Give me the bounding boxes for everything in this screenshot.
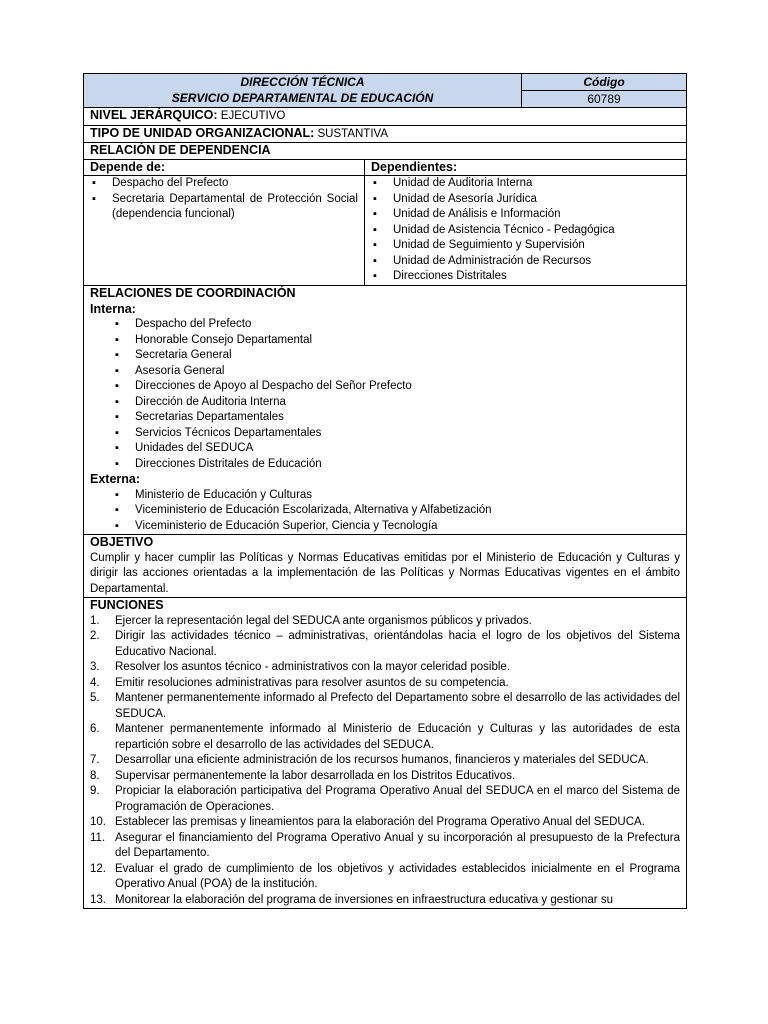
item-text: Mantener permanentemente informado al Ministerio de Educación y Culturas y las autoridades de esta repartición sobre el desarrollo de las actividades del SEDUCA. <box>115 723 681 751</box>
unit-title-cell <box>84 74 522 108</box>
list-item: ▪ Despacho del Prefecto <box>90 317 680 333</box>
list-item: ▪ Unidades del SEDUCA <box>90 441 680 457</box>
list-item: ▪ Secretarias Departamentales <box>90 410 680 426</box>
coordinacion-row <box>84 286 687 535</box>
dependientes-list <box>371 176 680 285</box>
list-item: ▪ Unidad de Seguimiento y Supervisión <box>371 238 680 254</box>
list-item: ▪ Servicios Técnicos Departamentales <box>90 426 680 442</box>
item-number: 1. <box>90 614 100 627</box>
depende-list <box>90 176 358 223</box>
header-row <box>84 74 687 108</box>
coordinacion-cell <box>84 286 687 535</box>
item-text: Ejercer la representación legal del SEDUCA ante organismos públicos y privados. <box>115 614 532 627</box>
item-text: Emitir resoluciones administrativas para resolver asuntos de su competencia. <box>115 676 509 689</box>
list-item <box>90 753 680 769</box>
code-value: 60789 <box>522 90 686 107</box>
list-item: ▪ Asesoría General <box>90 364 680 380</box>
item-text: Desarrollar una eficiente administración de los recursos humanos, financieros y materiales del SEDUCA. <box>115 754 649 766</box>
item-number: 13. <box>90 893 106 906</box>
list-item <box>90 784 680 815</box>
funciones-cell <box>84 598 687 909</box>
nivel-label: NIVEL JERÁRQUICO: <box>90 108 218 122</box>
list-item <box>90 769 680 785</box>
funciones-row <box>84 598 687 909</box>
item-text: Establecer las premisas y lineamientos para la elaboración del Programa Operativo Anual del SEDUCA. <box>115 816 645 828</box>
dependencia-title-row <box>84 143 687 160</box>
list-item <box>90 629 680 660</box>
externa-label: Externa: <box>90 472 141 486</box>
list-item: ▪ Viceministerio de Educación Superior, Ciencia y Tecnología <box>90 519 680 535</box>
nivel-row <box>84 108 687 126</box>
item-text: Evaluar el grado de cumplimiento de los objetivos y actividades establecidos inicialmente en el Programa Operativo Anual (POA) de la institución. <box>115 862 681 890</box>
funciones-title: FUNCIONES <box>90 598 164 612</box>
item-number: 3. <box>90 661 100 673</box>
item-text: Propiciar la elaboración participativa del Programa Operativo Anual del SEDUCA en el marco del Sistema de Programación de Operaciones. <box>115 785 681 813</box>
item-number: 8. <box>90 769 100 782</box>
item-number: 7. <box>90 754 100 766</box>
list-item <box>90 676 680 692</box>
list-item: ▪ Secretaria General <box>90 348 680 364</box>
list-item: ▪ Despacho del Prefecto <box>90 176 358 192</box>
externa-list <box>90 488 680 535</box>
list-item: ▪ Secretaria Departamental de Protección Social (dependencia funcional) <box>90 192 358 223</box>
item-number: 10. <box>90 816 106 828</box>
list-item <box>90 614 680 630</box>
list-item: ▪ Direcciones Distritales <box>371 269 680 285</box>
list-item: ▪ Unidad de Auditoria Interna <box>371 176 680 192</box>
list-item <box>90 862 680 893</box>
code-label: Código <box>583 75 625 89</box>
list-item: ▪ Unidad de Asesoría Jurídica <box>371 192 680 208</box>
item-text: Monitorear la elaboración del programa de inversiones en infraestructura educativa y gestionar su <box>115 893 613 906</box>
item-text: Supervisar permanentemente la labor desarrollada en los Distritos Educativos. <box>115 769 516 782</box>
dependencia-labels-row <box>84 159 687 176</box>
list-item <box>90 831 680 862</box>
unit-title: DIRECCIÓN TÉCNICA <box>240 75 365 89</box>
item-number: 5. <box>90 692 100 704</box>
list-item: ▪ Ministerio de Educación y Culturas <box>90 488 680 504</box>
depende-label: Depende de: <box>84 159 365 176</box>
list-item: ▪ Direcciones Distritales de Educación <box>90 457 680 473</box>
list-item: ▪ Unidad de Asistencia Técnico - Pedagógica <box>371 223 680 239</box>
dependencia-title: RELACIÓN DE DEPENDENCIA <box>84 143 687 160</box>
list-item: ▪ Viceministerio de Educación Escolarizada, Alternativa y Alfabetización <box>90 503 680 519</box>
dependientes-cell <box>365 176 687 286</box>
unit-subtitle: SERVICIO DEPARTAMENTAL DE EDUCACIÓN <box>171 91 434 105</box>
list-item <box>90 722 680 753</box>
list-item <box>90 893 680 909</box>
list-item: ▪ Unidad de Administración de Recursos <box>371 254 680 270</box>
coordinacion-title: RELACIONES DE COORDINACIÓN <box>90 286 296 300</box>
depende-cell <box>84 176 365 286</box>
objetivo-text: Cumplir y hacer cumplir las Políticas y Normas Educativas emitidas por el Ministerio de Educación y Culturas y dirigir las acciones orientadas a la implementación de las Políticas y Normas Educativas vigentes en el ámbito Departamental. <box>90 551 681 595</box>
objetivo-cell <box>84 535 687 598</box>
tipo-cell <box>84 125 687 143</box>
list-item: ▪ Unidad de Análisis e Información <box>371 207 680 223</box>
tipo-value: SUSTANTIVA <box>317 127 389 140</box>
item-number: 12. <box>90 862 106 875</box>
objetivo-row <box>84 535 687 598</box>
item-number: 9. <box>90 785 100 797</box>
nivel-value: EJECUTIVO <box>220 110 286 122</box>
tipo-label: TIPO DE UNIDAD ORGANIZACIONAL: <box>90 125 315 140</box>
list-item <box>90 660 680 676</box>
list-item <box>90 815 680 831</box>
list-item: ▪ Honorable Consejo Departamental <box>90 333 680 349</box>
nivel-cell <box>84 108 687 126</box>
dependientes-label: Dependientes: <box>365 159 687 176</box>
objetivo-title: OBJETIVO <box>90 535 154 549</box>
tipo-row <box>84 125 687 143</box>
item-number: 11. <box>90 831 106 844</box>
item-text: Mantener permanentemente informado al Prefecto del Departamento sobre el desarrollo de las actividades del SEDUCA. <box>115 692 681 720</box>
item-number: 6. <box>90 723 100 735</box>
interna-label: Interna: <box>90 301 136 316</box>
code-cell <box>522 74 687 108</box>
dependencia-lists-row <box>84 176 687 286</box>
funciones-list <box>90 614 680 909</box>
document-sheet <box>83 73 686 909</box>
interna-list <box>90 317 680 472</box>
item-text: Asegurar el financiamiento del Programa Operativo Anual y su incorporación al presupuesto de la Prefectura del Departamento. <box>115 831 681 859</box>
item-text: Dirigir las actividades técnico – administrativas, orientándolas hacia el logro de los objetivos del Sistema Educativo Nacional. <box>115 630 681 658</box>
list-item: ▪ Direcciones de Apoyo al Despacho del Señor Prefecto <box>90 379 680 395</box>
item-number: 4. <box>90 676 100 689</box>
item-text: Resolver los asuntos técnico - administrativos con la mayor celeridad posible. <box>115 661 511 673</box>
list-item <box>90 691 680 722</box>
list-item: ▪ Dirección de Auditoria Interna <box>90 395 680 411</box>
item-number: 2. <box>90 630 100 642</box>
org-manual-table <box>83 73 687 909</box>
